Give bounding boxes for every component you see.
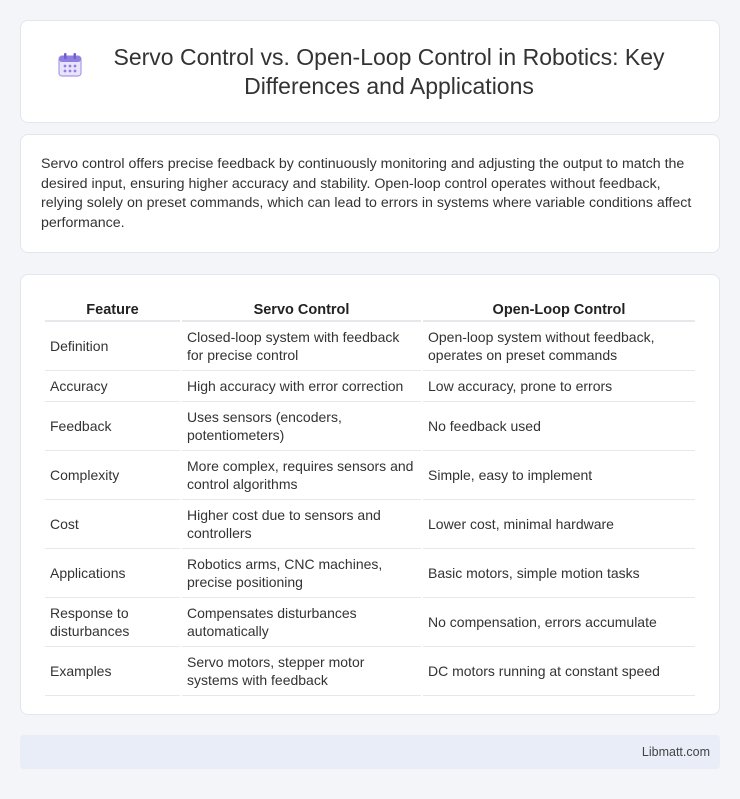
servo-cell: Uses sensors (encoders, potentiometers) [182,402,421,451]
servo-cell: Robotics arms, CNC machines, precise positioning [182,549,421,598]
table-row [45,451,695,500]
feature-cell: Feedback [45,402,180,451]
open-loop-cell: Lower cost, minimal hardware [423,500,695,549]
table-row [45,322,695,371]
table-row [45,371,695,402]
header-open-loop-control: Open-Loop Control [423,295,695,322]
open-loop-cell: Simple, easy to implement [423,451,695,500]
table-row [45,500,695,549]
feature-cell: Examples [45,647,180,696]
feature-cell: Cost [45,500,180,549]
intro-text: Servo control offers precise feedback by continuously monitoring and adjusting the output to match the desired input, ensuring higher accuracy and stability. Open-loop control operates without feedback, relying solely on preset commands, which can lead to errors in systems where variable conditions affect performance. [41,156,692,231]
table-row [45,647,695,696]
servo-cell: High accuracy with error correction [182,371,421,402]
open-loop-cell: No feedback used [423,402,695,451]
open-loop-cell: Open-loop system without feedback, operates on preset commands [423,322,695,371]
feature-cell: Response to disturbances [45,598,180,647]
open-loop-cell: Basic motors, simple motion tasks [423,549,695,598]
header-feature: Feature [45,295,180,322]
table-row [45,598,695,647]
table-row [45,402,695,451]
servo-cell: Closed-loop system with feedback for precise control [182,322,421,371]
footer-brand-link[interactable]: Libmatt.com [641,745,710,759]
table-row [45,549,695,598]
feature-cell: Definition [45,322,180,371]
servo-cell: Higher cost due to sensors and controllers [182,500,421,549]
intro-card [20,134,720,253]
servo-cell: Servo motors, stepper motor systems with feedback [182,647,421,696]
open-loop-cell: DC motors running at constant speed [423,647,695,696]
comparison-table [43,295,697,696]
servo-cell: Compensates disturbances automatically [182,598,421,647]
footer [20,735,720,769]
feature-cell: Complexity [45,451,180,500]
comparison-table-card [20,274,720,715]
open-loop-cell: Low accuracy, prone to errors [423,371,695,402]
title-card [20,20,720,123]
page-title: Servo Control vs. Open-Loop Control in Robotics: Key Differences and Applications [113,43,665,99]
header-servo-control: Servo Control [182,295,421,322]
title-wrap [56,43,684,101]
calendar-icon [56,51,84,79]
feature-cell: Applications [45,549,180,598]
servo-cell: More complex, requires sensors and control algorithms [182,451,421,500]
table-header-row [45,295,695,322]
feature-cell: Accuracy [45,371,180,402]
open-loop-cell: No compensation, errors accumulate [423,598,695,647]
